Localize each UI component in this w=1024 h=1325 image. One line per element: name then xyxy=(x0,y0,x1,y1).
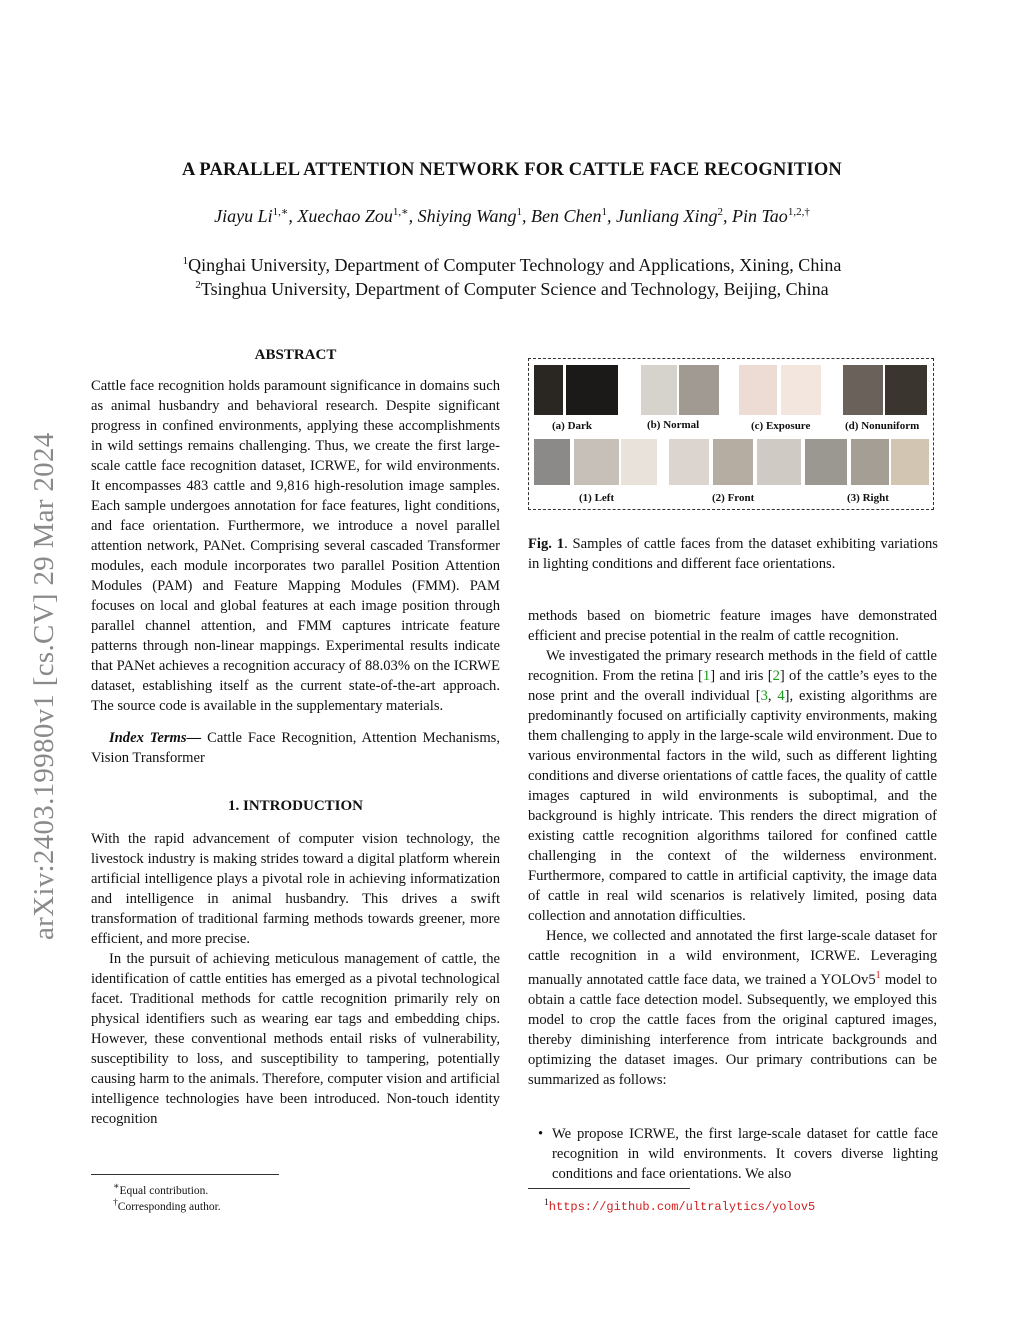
cattle-photo xyxy=(574,439,619,485)
figure-1 xyxy=(528,358,934,510)
affiliation-1: $^1$Qinghai University, Department of Computer Technology and Applications, Xining, China xyxy=(182,255,842,275)
author: Ben Chen xyxy=(530,206,602,226)
cattle-photo xyxy=(534,439,570,485)
cattle-photo xyxy=(669,439,709,485)
citation-link[interactable]: 4 xyxy=(777,688,785,704)
footnote-url: $^1$https://github.com/ultralytics/yolov5 xyxy=(544,1197,816,1214)
cattle-photo xyxy=(739,365,777,415)
cattle-photo xyxy=(891,439,929,485)
abstract-text: Cattle face recognition holds paramount significance in domains such as animal husbandry and behavioral research. Despite significant progress in confined environments, applying these accomplishments in wild settings remains challenging. Thus, we create the first large-scale cattle face recognition dataset, ICRWE, for wild environments. It encompasses 483 cattle and 9,816 high-resolution image samples. Each sample undergoes annotation for face features, light conditions, and face orientation. Furthermore, we introduce a novel parallel attention network, PANet. Comprising several cascaded Transformer modules, each module incorporates two parallel Position Attention Modules (PAM) and Feature Mapping Modules (FMM). PAM focuses on local and global features at each image position through parallel channel attention, and FMM captures intricate feature patterns through non-linear mappings. Experimental results indicate that PANet achieves a recognition accuracy of 88.03% on the ICRWE dataset, establishing itself as the current state-of-the-art approach. The source code is available in the supplementary materials. xyxy=(91,378,500,714)
cattle-photo xyxy=(843,365,883,415)
index-terms: Index Terms— Cattle Face Recognition, Attention Mechanisms, Vision Transformer xyxy=(91,730,501,766)
cattle-photo xyxy=(885,365,927,415)
figure-label: (3) Right xyxy=(847,492,889,504)
cattle-photo xyxy=(805,439,847,485)
figure-caption: Fig. 1. Samples of cattle faces from the dataset exhibiting variations in lighting conditions and different face orientations. xyxy=(528,536,938,572)
figure-label: (b) Normal xyxy=(647,419,700,431)
footnote-corresponding: †Corresponding author. xyxy=(113,1197,221,1213)
author: Pin Tao xyxy=(731,206,788,226)
intro-paragraph-2: In the pursuit of achieving meticulous management of cattle, the identification of cattle entities has emerged as a pivotal technological facet. Traditional methods for cattle recognition primarily rely on physical identifiers such as wearing ear tags and embedding chips. However, these conventional methods entail risks of vulnerability, susceptibility to loss, and susceptibility to tampering, potentially causing harm to the animals. Therefore, computer vision and artificial intelligence technologies have been introduced. Non-touch identity recognition xyxy=(91,951,500,1127)
footnote-rule xyxy=(528,1188,690,1189)
figure-label: (1) Left xyxy=(579,492,615,504)
figure-label: (d) Nonuniform xyxy=(845,420,920,432)
paper-title: A PARALLEL ATTENTION NETWORK FOR CATTLE FACE RECOGNITION xyxy=(181,160,842,180)
cattle-photo xyxy=(851,439,889,485)
figure-label: (c) Exposure xyxy=(751,420,811,432)
affiliation-2: $^2$Tsinghua University, Department of Computer Science and Technology, Beijing, China xyxy=(195,279,829,299)
contribution-bullet: • We propose ICRWE, the first large-scale dataset for cattle face recognition in wild environments. It covers diverse lighting conditions and face orientations. We also xyxy=(538,1126,938,1182)
intro-paragraph-1: With the rapid advancement of computer vision technology, the livestock industry is making strides toward a digital platform wherein artificial intelligence plays a pivotal role in achieving informatization and intelligence in animal husbandry. This drives a swift transformation of traditional farming methods towards greener, more efficient, and more precise. xyxy=(91,831,500,947)
left-column xyxy=(91,345,500,1129)
citation-link[interactable]: 2 xyxy=(772,668,780,684)
footnote-equal: ∗Equal contribution. xyxy=(113,1181,209,1197)
cattle-photo xyxy=(621,439,657,485)
cattle-photo xyxy=(781,365,821,415)
footnote-link[interactable]: 1 xyxy=(875,970,881,981)
author: Shiying Wang xyxy=(417,206,517,226)
citation-link[interactable]: 1 xyxy=(702,668,711,684)
figure-label: (a) Dark xyxy=(552,420,593,432)
bullet-icon: • xyxy=(538,1126,544,1142)
right-column xyxy=(528,606,937,1090)
cattle-photo xyxy=(641,365,677,415)
author: Junliang Xing xyxy=(615,206,718,226)
author: Xuechao Zou xyxy=(297,206,393,226)
intro-heading: 1. INTRODUCTION xyxy=(227,798,363,814)
footnote-rule xyxy=(91,1174,279,1175)
author: Jiayu Li xyxy=(214,206,273,226)
author-list: Jiayu $Li^{1,∗}$, Xuechao Zou$^{1,∗}$, Shiying Wang$^1$, Ben Chen$^1$, Junliang Xing$^2$, Pin Tao$^{1,2,\dagger}$ xyxy=(214,206,810,226)
arxiv-identifier: arXiv:2403.19980v1 [cs.CV] 29 Mar 2024 xyxy=(28,432,60,940)
github-link[interactable]: https://github.com/ultralytics/yolov5 xyxy=(548,1199,816,1214)
intro-paragraph-3: methods based on biometric feature images have demonstrated efficient and precise potential in the realm of cattle recognition. xyxy=(528,608,937,644)
intro-paragraph-5: Hence, we collected and annotated the first large-scale dataset for cattle recognition in a wild environment, ICRWE. Leveraging manually annotated cattle face data, we trained a YOLOv5$^1$ model to obtain a cattle face detection model. Subsequently, we employed this model to crop the cattle faces from the original captured images, thereby diminishing interference from intricate backgrounds and optimizing the dataset images. Our primary contributions can be summarized as follows: xyxy=(528,928,937,1088)
cattle-photo xyxy=(757,439,801,485)
intro-paragraph-4: We investigated the primary research methods in the field of cattle recognition. From the retina [1] and iris [2] of the cattle’s eyes to the nose print and the overall individual [3, 4], existing algorithms are predominantly focused on artificially captivity environments, making them challenging to apply in the large-scale wild environment. Due to various environmental factors in the wild, such as different lighting conditions and diverse orientations of cattle faces, the quality of cattle images captured in wild environments is suboptimal, and the background is highly intricate. This renders the direct migration of existing cattle recognition algorithms tailored for confined cattle challenging in the context of the wilderness environment. Furthermore, compared to cattle in artificial captivity, the image data of cattle in real wild scenarios is relatively limited, posing data collection and annotation difficulties. xyxy=(528,648,938,924)
cattle-photo xyxy=(534,365,563,415)
abstract-heading: ABSTRACT xyxy=(254,347,337,363)
cattle-face-samples xyxy=(529,359,933,509)
cattle-photo xyxy=(566,365,618,415)
cattle-photo xyxy=(713,439,753,485)
figure-label: (2) Front xyxy=(712,492,755,504)
citation-link[interactable]: 3 xyxy=(760,688,768,704)
cattle-photo xyxy=(679,365,719,415)
